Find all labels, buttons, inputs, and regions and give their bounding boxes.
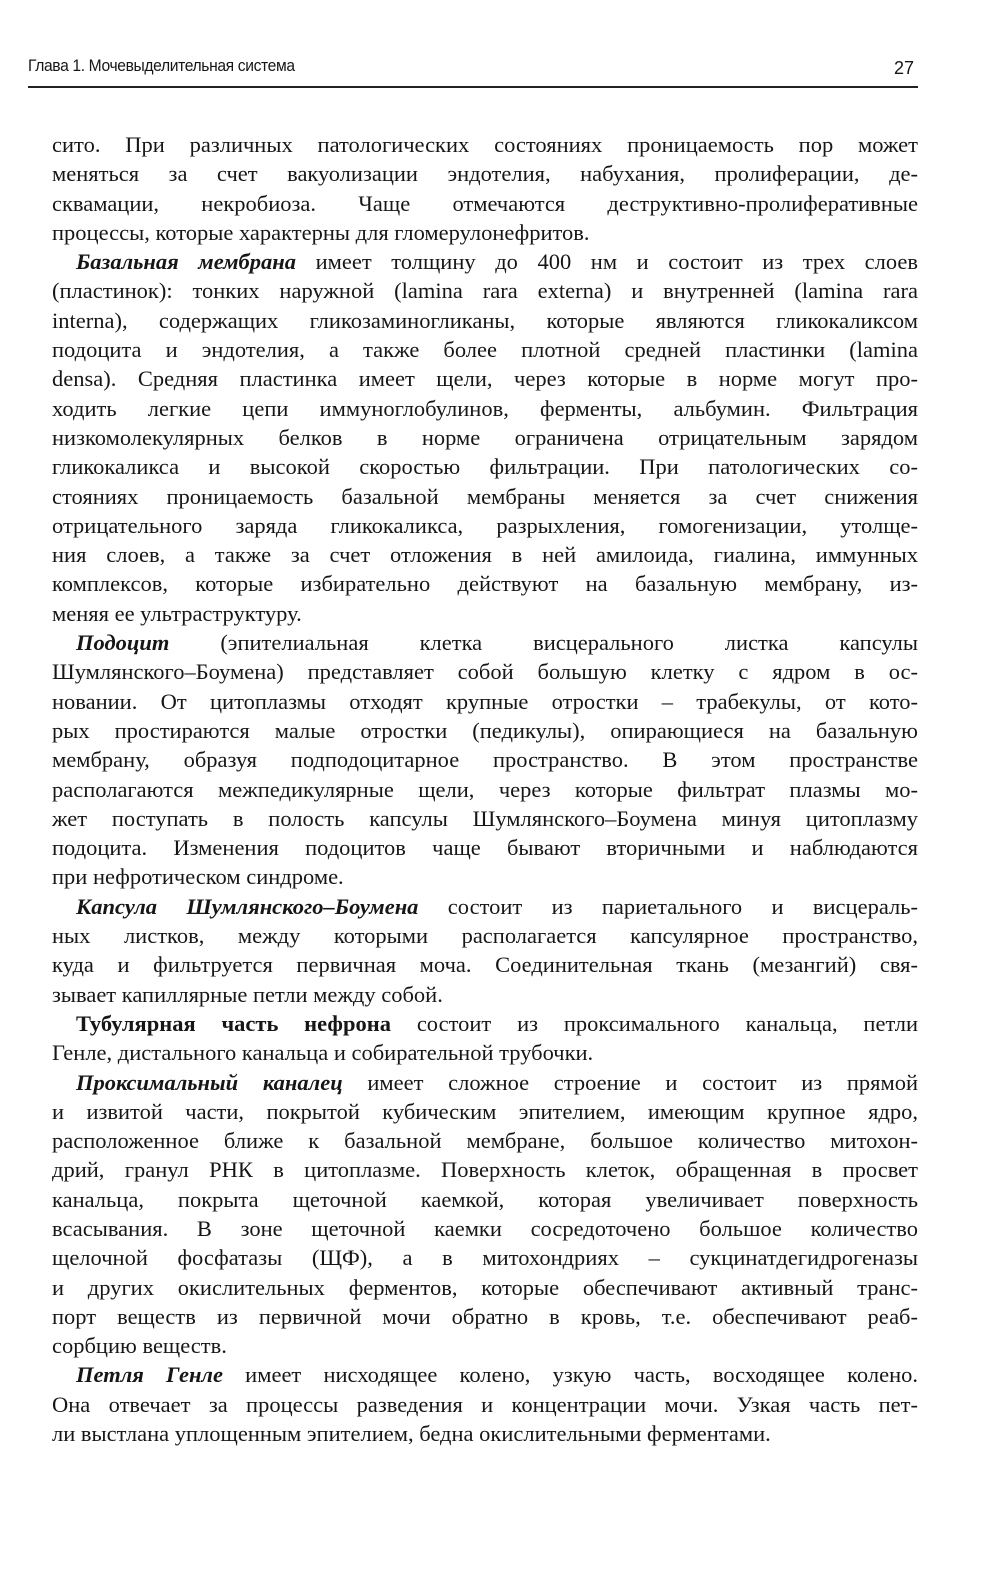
line-text: сито. При различных патологических состояниях проницаемость пор может xyxy=(52,132,918,157)
lead-term: Петля Генле xyxy=(76,1362,223,1388)
text-line xyxy=(52,511,918,540)
text-line xyxy=(52,1419,918,1448)
lead-term: Базальная мембрана xyxy=(76,249,297,275)
line-text: новании. От цитоплазмы отходят крупные отростки – трабекулы, от кото- xyxy=(52,688,918,714)
text-line xyxy=(52,394,918,423)
line-text: располагаются межпедикулярные щели, через которые фильтрат плазмы мо- xyxy=(52,776,918,802)
line-text: жет поступать в полость капсулы Шумлянского–Боумена минуя цитоплазму xyxy=(52,805,918,831)
line-text: (эпителиальная клетка висцерального листка капсулы xyxy=(169,630,918,656)
line-text: процессы, которые характерны для гломерулонефритов. xyxy=(52,219,590,245)
text-line xyxy=(52,1214,918,1243)
paragraph xyxy=(52,130,918,247)
line-text: и других окислительных ферментов, которые обеспечивают активный транс- xyxy=(52,1274,918,1300)
text-line xyxy=(52,716,918,745)
text-line xyxy=(52,218,918,247)
line-text: ния слоев, а также за счет отложения в ней амилоида, гиалина, иммунных xyxy=(52,542,918,568)
text-line xyxy=(52,1331,918,1360)
line-text: interna), содержащих гликозаминогликаны, которые являются гликокаликсом xyxy=(52,307,918,333)
line-text: меняться за счет вакуолизации эндотелия, набухания, пролиферации, де- xyxy=(52,161,918,187)
paragraph xyxy=(52,1009,918,1068)
running-header xyxy=(28,52,918,88)
text-line xyxy=(52,1390,918,1419)
text-line xyxy=(52,276,918,305)
line-text: Шумлянского–Боумена) представляет собой большую клетку с ядром в ос- xyxy=(52,659,918,685)
text-line xyxy=(52,804,918,833)
text-line xyxy=(52,657,918,686)
text-line xyxy=(52,1185,918,1214)
lead-term: Подоцит xyxy=(76,630,170,656)
text-line xyxy=(52,452,918,481)
text-line xyxy=(52,306,918,335)
text-line xyxy=(52,628,918,657)
text-line xyxy=(52,950,918,979)
line-text: ходить легкие цепи иммуноглобулинов, ферменты, альбумин. Фильтрация xyxy=(52,395,918,421)
page-number: 27 xyxy=(893,58,914,78)
text-line xyxy=(52,1009,918,1038)
line-text: куда и фильтруется первичная моча. Соединительная ткань (мезангий) свя- xyxy=(52,952,918,978)
line-text: подоцита. Изменения подоцитов чаще бывают вторичными и наблюдаются xyxy=(52,835,918,861)
body-text xyxy=(52,130,918,1448)
line-text: densa). Средняя пластинка имеет щели, через которые в норме могут про- xyxy=(52,366,918,392)
line-text: имеет нисходящее колено, узкую часть, восходящее колено. xyxy=(222,1362,918,1388)
line-text: меняя ее ультраструктуру. xyxy=(52,600,302,626)
line-text: (пластинок): тонких наружной (lamina rara externa) и внутренней (lamina rara xyxy=(52,278,918,304)
lead-term: Проксимальный каналец xyxy=(76,1069,343,1095)
text-line xyxy=(52,1126,918,1155)
text-line xyxy=(52,862,918,891)
line-text: гликокаликса и высокой скоростью фильтрации. При патологических со- xyxy=(52,454,918,480)
line-text: стояниях проницаемость базальной мембраны меняется за счет снижения xyxy=(52,483,918,509)
line-text: отрицательного заряда гликокаликса, разрыхления, гомогенизации, утолще- xyxy=(52,512,918,538)
paragraph xyxy=(52,892,918,1009)
line-text: сорбцию веществ. xyxy=(52,1333,227,1359)
line-text: подоцита и эндотелия, а также более плотной средней пластинки (lamina xyxy=(52,337,918,363)
chapter-title: Глава 1. Мочевыделительная система xyxy=(28,56,295,75)
text-line xyxy=(52,159,918,188)
text-line xyxy=(52,1302,918,1331)
text-line xyxy=(52,1038,918,1067)
text-line xyxy=(52,423,918,452)
line-text: имеет толщину до 400 нм и состоит из трех слоев xyxy=(296,249,918,275)
lead-term: Тубулярная часть нефрона xyxy=(76,1010,391,1036)
text-line xyxy=(52,482,918,511)
line-text: и извитой части, покрытой кубическим эпителием, имеющим крупное ядро, xyxy=(52,1098,918,1124)
text-line xyxy=(52,921,918,950)
line-text: зывает капиллярные петли между собой. xyxy=(52,981,443,1007)
text-line xyxy=(52,540,918,569)
line-text: ли выстлана уплощенным эпителием, бедна окислительными ферментами. xyxy=(52,1421,771,1447)
paragraph xyxy=(52,628,918,892)
line-text: щелочной фосфатазы (ЩФ), а в митохондриях – сукцинатдегидрогеназы xyxy=(52,1245,918,1271)
line-text: всасывания. В зоне щеточной каемки сосредоточено большое количество xyxy=(52,1215,918,1241)
line-text: состоит из проксимального канальца, петли xyxy=(390,1010,918,1036)
text-line xyxy=(52,775,918,804)
text-line xyxy=(52,1155,918,1184)
text-line xyxy=(52,687,918,716)
line-text: мембрану, образуя подподоцитарное пространство. В этом пространстве xyxy=(52,747,918,773)
text-line xyxy=(52,335,918,364)
line-text: дрий, гранул РНК в цитоплазме. Поверхность клеток, обращенная в просвет xyxy=(52,1157,918,1183)
line-text: состоит из париетального и висцераль- xyxy=(418,893,918,919)
text-line xyxy=(52,599,918,628)
text-line xyxy=(52,1068,918,1097)
line-text: сквамации, некробиоза. Чаще отмечаются деструктивно-пролиферативные xyxy=(52,190,918,216)
line-text: ных листков, между которыми располагается капсулярное пространство, xyxy=(52,923,918,949)
text-line xyxy=(52,364,918,393)
line-text: рых простираются малые отростки (педикулы), опирающиеся на базальную xyxy=(52,717,918,743)
line-text: Генле, дистального канальца и собирательной трубочки. xyxy=(52,1040,594,1066)
text-line xyxy=(52,1273,918,1302)
paragraph xyxy=(52,1068,918,1361)
text-line xyxy=(52,130,918,159)
text-line xyxy=(52,833,918,862)
line-text: низкомолекулярных белков в норме ограничена отрицательным зарядом xyxy=(52,424,918,450)
line-text: имеет сложное строение и состоит из прямой xyxy=(342,1069,918,1095)
text-line xyxy=(52,189,918,218)
line-text: при нефротическом синдроме. xyxy=(52,864,344,890)
text-line xyxy=(52,892,918,921)
line-text: комплексов, которые избирательно действуют на базальную мембрану, из- xyxy=(52,571,918,597)
text-line xyxy=(52,980,918,1009)
line-text: порт веществ из первичной мочи обратно в кровь, т.е. обеспечивают реаб- xyxy=(52,1303,918,1329)
text-line xyxy=(52,1097,918,1126)
text-line xyxy=(52,569,918,598)
paragraph xyxy=(52,1360,918,1448)
line-text: расположенное ближе к базальной мембране, большое количество митохон- xyxy=(52,1128,918,1154)
text-line xyxy=(52,1360,918,1389)
lead-term: Капсула Шумлянского–Боумена xyxy=(76,893,419,919)
line-text: Она отвечает за процессы разведения и концентрации мочи. Узкая часть пет- xyxy=(52,1391,918,1417)
text-line xyxy=(52,1243,918,1272)
paragraph xyxy=(52,247,918,628)
text-line xyxy=(52,745,918,774)
line-text: канальца, покрыта щеточной каемкой, которая увеличивает поверхность xyxy=(52,1186,918,1212)
text-line xyxy=(52,247,918,276)
